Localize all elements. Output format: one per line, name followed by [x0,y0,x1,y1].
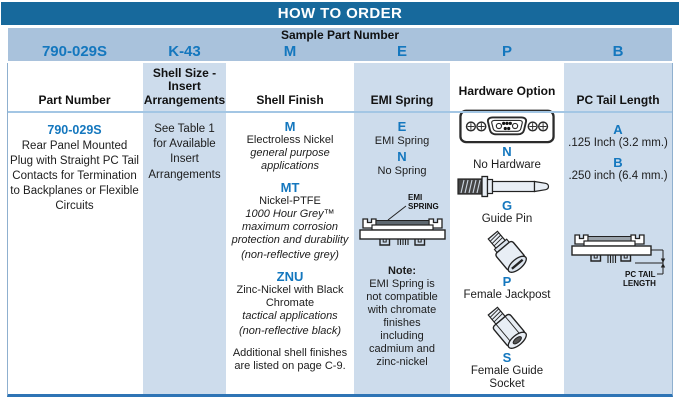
column-header-shell-finish: Shell Finish [228,63,352,111]
column-pc-tail-length: PC Tail Length A .125 Inch (3.2 mm.) B .250 inch (6.4 mm.) PC TAIL LENGTH [564,63,672,394]
hardware-option-guide-pin: G Guide Pin [453,175,561,226]
sample-codes-row [8,43,672,60]
column-header-emi-spring: EMI Spring [354,63,450,111]
column-header-hardware-option: Hardware Option [452,63,562,102]
jackpost-icon [453,229,561,275]
column-header-shell-size: Shell Size - Insert Arrangements [143,63,226,111]
sample-code-shell-size: K-43 [168,43,201,60]
emi-note-text: EMI Spring is not compatible with chromate finishes including cadmium and zinc-nickel [366,278,438,368]
svg-text:LENGTH: LENGTH [623,278,656,288]
emi-note-title: Note: [387,265,417,277]
page-title: HOW TO ORDER [1,2,679,25]
sample-code-pc-tail: B [612,43,624,60]
order-options-table [7,63,673,397]
column-emi-spring: EMI Spring E EMI Spring N No Spring EMI SPRING Note: EMI Spring is not compatible with chromate finishes including cadmium and zinc-nickel [354,63,450,394]
hardware-option-female-jackpost: P Female Jackpost [453,229,561,302]
hardware-option-female-guide-socket: S Female Guide Socket [453,305,561,391]
hardware-option-no-hardware: N No Hardware [453,107,561,172]
sample-code-hardware: P [501,43,512,60]
shell-finish-option: M Electroless Nickel general purpose applications [246,119,334,172]
guide-socket-icon [453,305,561,351]
sample-code-part-number: 790-029S [41,43,108,60]
sample-part-number-label: Sample Part Number [280,28,400,42]
svg-text:PC TAIL: PC TAIL [625,269,656,279]
header-divider [8,111,672,113]
svg-text:EMI: EMI [408,193,423,202]
sample-code-emi-spring: E [396,43,407,60]
shell-finish-option: ZNU Zinc-Nickel with Black Chromate tactical applications (non-reflective black) [236,269,344,337]
sample-code-shell-finish: M [283,43,297,60]
svg-text:SPRING: SPRING [408,202,439,211]
column-header-part-number: Part Number [8,63,141,111]
shell-finish-option: MT Nickel-PTFE 1000 Hour Grey™ maximum corrosion protection and durability (non-reflective grey) [231,180,349,261]
shell-size-note: See Table 1 for Available Insert Arrangements [148,123,221,181]
guide-pin-icon [453,175,561,199]
column-header-pc-tail-length: PC Tail Length [564,63,672,111]
shell-finish-footer: Additional shell finishes are listed on page C-9. [232,347,348,372]
emi-connector-icon [356,190,448,260]
sample-part-number-band [8,28,672,61]
part-number-description: Rear Panel Mounted Plug with Straight PC Tail Contacts for Termination to Backplanes or Flexible Circuits [10,140,139,212]
part-number-code: 790-029S [47,123,102,137]
pc-tail-connector-icon [565,230,671,300]
